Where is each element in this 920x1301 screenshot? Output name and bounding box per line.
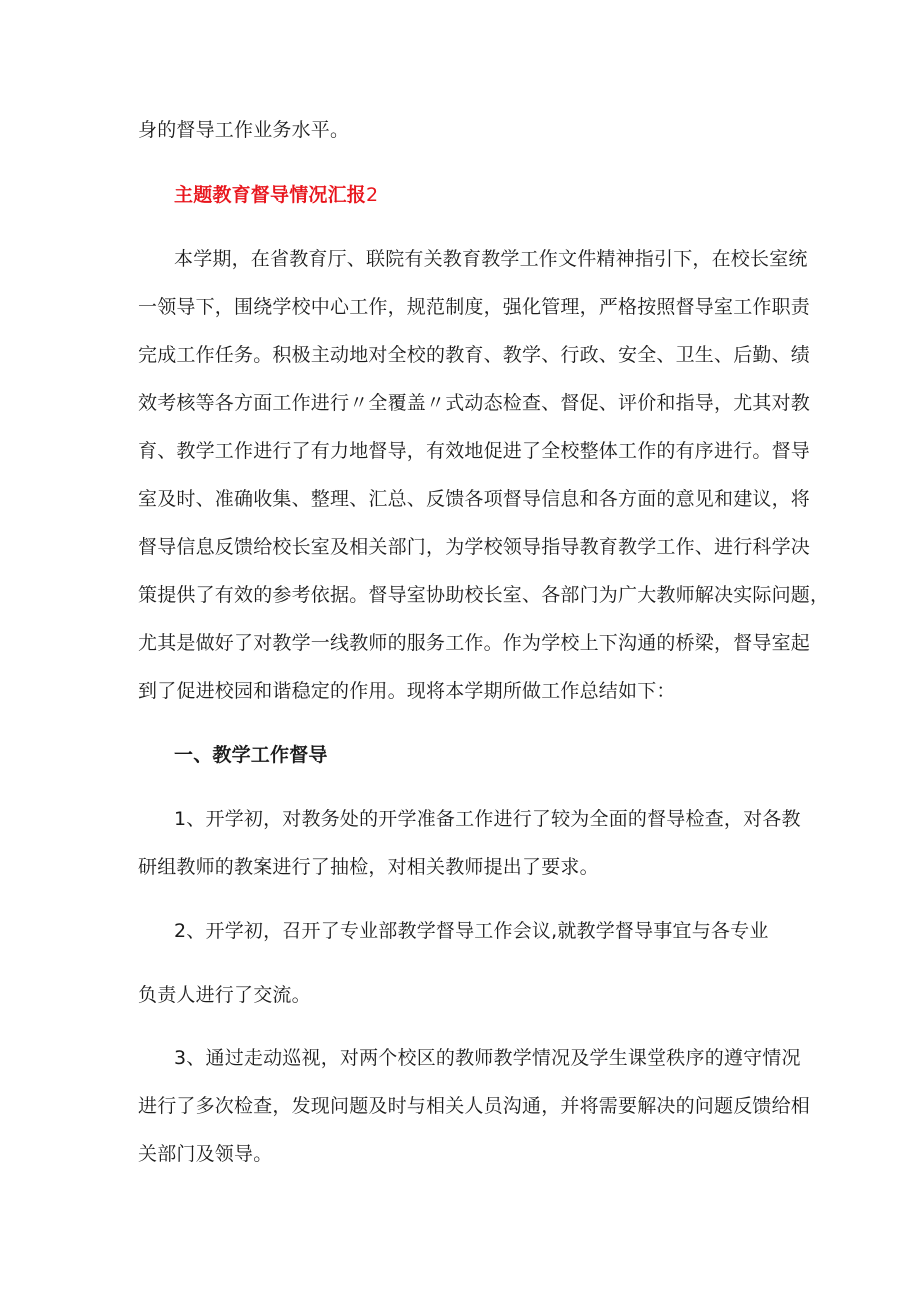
section-title-number: 2 [366,184,379,206]
paragraph-line: 3、通过走动巡视，对两个校区的教师教学情况及学生课堂秩序的遵守情况 [174,1047,801,1069]
paragraph-line: 研组教师的教案进行了抽检，对相关教师提出了要求。 [138,856,599,878]
paragraph-line: 育、教学工作进行了有力地督导，有效地促进了全校整体工作的有序进行。督导 [138,440,811,462]
paragraph-line: 关部门及领导。 [138,1143,273,1165]
paragraph-line: 进行了多次检查，发现问题及时与相关人员沟通，并将需要解决的问题反馈给相 [138,1095,811,1117]
paragraph-line: 一领导下，围绕学校中心工作，规范制度，强化管理，严格按照督导室工作职责 [138,296,811,318]
section-title-text: 主题教育督导情况汇报 [174,184,367,206]
section-heading-teaching-supervision: 一、教学工作督导 [174,744,328,766]
paragraph-line: 效考核等各方面工作进行〃全覆盖〃式动态检查、督促、评价和指导，尤其对教 [138,392,811,414]
paragraph-line: 1、开学初，对教务处的开学准备工作进行了较为全面的督导检查，对各教 [174,808,801,830]
section-title [174,183,378,207]
paragraph-line: 负责人进行了交流。 [138,984,311,1006]
paragraph-line: 策提供了有效的参考依据。督导室协助校长室、各部门为广大教师解决实际问题， [138,584,830,606]
paragraph-line: 到了促进校园和谐稳定的作用。现将本学期所做工作总结如下： [138,680,676,702]
paragraph-line: 本学期，在省教育厅、联院有关教育教学工作文件精神指引下，在校长室统 [174,248,808,270]
paragraph-line: 督导信息反馈给校长室及相关部门，为学校领导指导教育教学工作、进行科学决 [138,536,811,558]
previous-paragraph-tail: 身的督导工作业务水平。 [138,119,350,141]
paragraph-line: 室及时、准确收集、整理、汇总、反馈各项督导信息和各方面的意见和建议，将 [138,488,811,510]
paragraph-line: 完成工作任务。积极主动地对全校的教育、教学、行政、安全、卫生、后勤、绩 [138,344,811,366]
paragraph-line: 2、开学初，召开了专业部教学督导工作会议,就教学督导事宜与各专业 [174,920,769,942]
paragraph-line: 尤其是做好了对教学一线教师的服务工作。作为学校上下沟通的桥梁，督导室起 [138,632,811,654]
